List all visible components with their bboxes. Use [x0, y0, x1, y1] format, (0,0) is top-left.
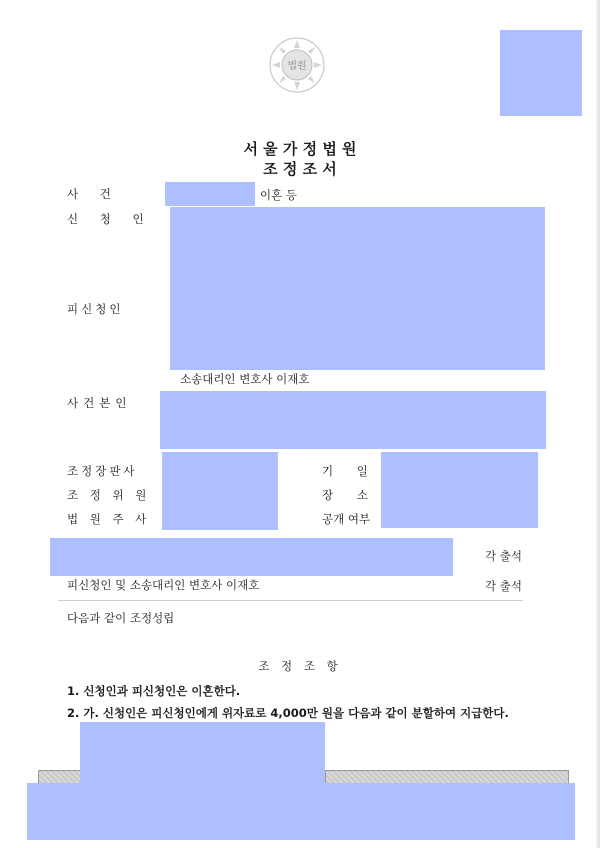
clause-1: 1. 신청인과 피신청인은 이혼한다.	[67, 684, 241, 698]
scan-edge	[596, 0, 600, 848]
court-name: 서 울 가 정 법 원	[243, 140, 357, 158]
redacted-block	[500, 30, 582, 116]
date-label: 기 일	[322, 464, 378, 478]
conclusion-text: 다음과 같이 조정성립	[67, 611, 175, 625]
applicant-label: 신 청 인	[67, 212, 153, 226]
court-seal-icon	[268, 36, 326, 94]
judge-label: 조정장판사	[67, 464, 138, 478]
clause-2: 2. 가. 신청인은 피신청인에게 위자료로 4,000만 원을 다음과 같이 분할하여 지급한다.	[67, 706, 509, 720]
redacted-attendee	[50, 538, 453, 576]
clerk-label: 법 원 주 사	[67, 512, 151, 526]
attendance-text-2: 피신청인 및 소송대리인 변호사 이재호	[67, 578, 260, 592]
redacted-officials	[162, 452, 278, 530]
public-label: 공개 여부	[322, 512, 371, 526]
redacted-session-info	[381, 452, 538, 528]
place-label: 장 소	[322, 488, 378, 502]
seal-text: 법원	[287, 61, 307, 72]
redacted-footer	[27, 783, 575, 840]
respondent-agent: 소송대리인 변호사 이재호	[180, 372, 310, 386]
respondent-label: 피신청인	[67, 302, 124, 316]
redacted-parties	[170, 207, 545, 370]
mediator-label: 조 정 위 원	[67, 488, 151, 502]
divider	[58, 600, 523, 601]
case-label: 사 건	[67, 187, 120, 201]
redacted-payment-terms	[80, 722, 325, 784]
attendance-status-1: 각 출석	[485, 549, 522, 563]
section-title: 조 정 조 항	[258, 659, 342, 673]
principal-label: 사건본인	[67, 396, 132, 410]
attendance-status-2: 각 출석	[485, 579, 522, 593]
case-suffix: 이혼 등	[260, 188, 297, 202]
redacted-case-number	[165, 182, 255, 206]
redacted-principal	[160, 391, 546, 449]
document-title: 조 정 조 서	[263, 160, 337, 178]
